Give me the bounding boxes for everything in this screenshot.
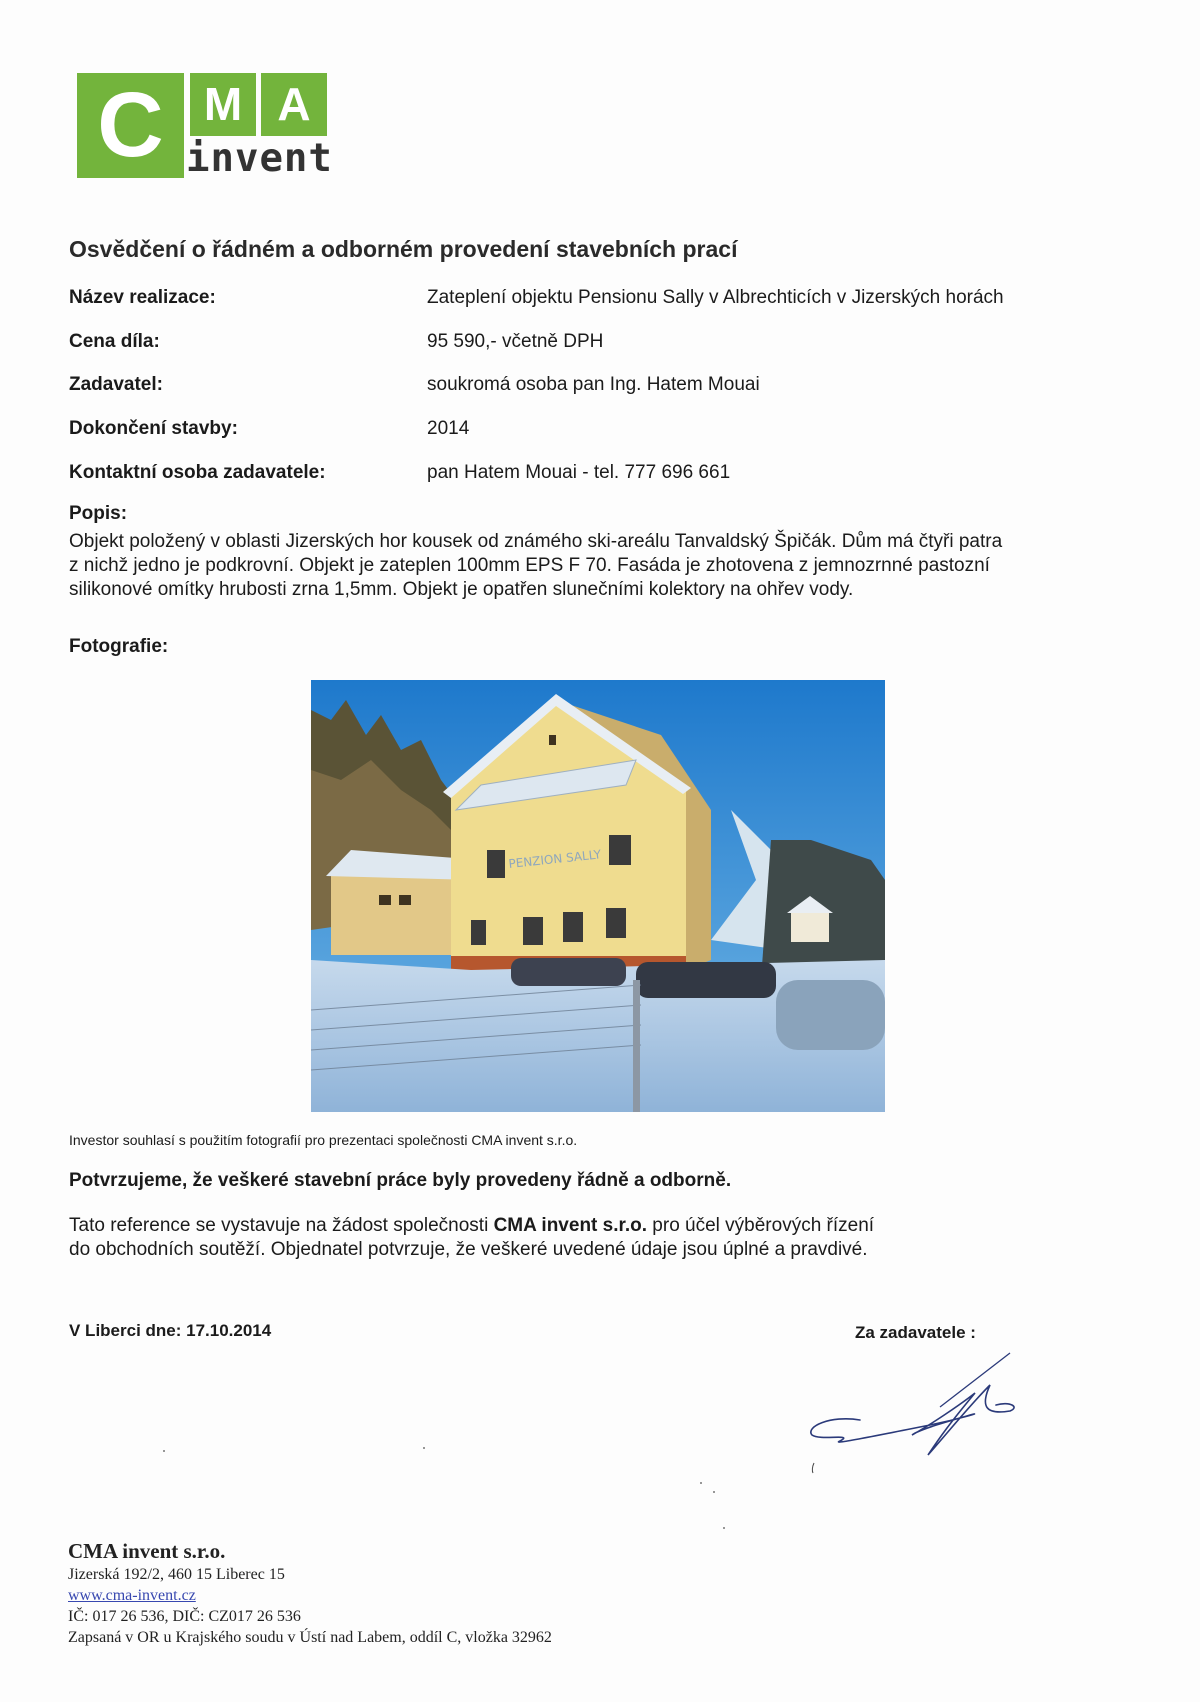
- footer-address: Jizerská 192/2, 460 15 Liberec 15: [68, 1566, 285, 1583]
- company-logo: [77, 73, 333, 181]
- description-line: z nichž jedno je podkrovní. Objekt je zateplen 100mm EPS F 70. Fasáda je zhotovena z jemnozrnné pastozní: [69, 555, 990, 576]
- field-client: [69, 374, 1119, 404]
- document-title: Osvědčení o řádném a odborném provedení stavebních prací: [69, 236, 738, 262]
- scan-speck: [163, 1450, 165, 1452]
- scan-speck: [700, 1482, 702, 1484]
- logo-letter-a: A: [261, 73, 327, 136]
- reference-post: pro účel výběrových řízení: [647, 1215, 875, 1236]
- field-value: 95 590,- včetně DPH: [427, 331, 604, 352]
- confirmation-statement: Potvrzujeme, že veškeré stavební práce byly provedeny řádně a odborně.: [69, 1170, 732, 1191]
- signature: [800, 1345, 1045, 1475]
- scan-speck: [723, 1527, 725, 1529]
- logo-wordmark: invent: [186, 136, 333, 181]
- footer-ids: IČ: 017 26 536, DIČ: CZ017 26 536: [68, 1608, 301, 1625]
- description-text: [69, 530, 1129, 602]
- description-line: silikonové omítky hrubosti zrna 1,5mm. Objekt je opatřen slunečními kolektory na ohřev vody.: [69, 579, 854, 600]
- reference-pre: Tato reference se vystavuje na žádost společnosti: [69, 1215, 494, 1236]
- building-photo: [311, 680, 885, 1112]
- signatory-label: Za zadavatele :: [855, 1323, 976, 1342]
- logo-letter-m: M: [190, 73, 256, 136]
- footer-website-link[interactable]: www.cma-invent.cz: [68, 1587, 196, 1604]
- company-footer: [68, 1538, 552, 1648]
- field-label: Zadavatel:: [69, 374, 163, 395]
- photo-heading: Fotografie:: [69, 636, 169, 657]
- field-label: Kontaktní osoba zadavatele:: [69, 462, 326, 483]
- field-label: Cena díla:: [69, 331, 160, 352]
- field-label: Název realizace:: [69, 287, 216, 308]
- photo-consent: Investor souhlasí s použitím fotografií pro prezentaci společnosti CMA invent s.r.o.: [69, 1132, 578, 1148]
- field-price: [69, 331, 1119, 361]
- issue-date: V Liberci dne: 17.10.2014: [69, 1321, 272, 1340]
- field-value: soukromá osoba pan Ing. Hatem Mouai: [427, 374, 760, 395]
- reference-paragraph: [69, 1214, 989, 1262]
- footer-company: CMA invent s.r.o.: [68, 1539, 226, 1563]
- scan-speck: [713, 1491, 715, 1493]
- description-heading: Popis:: [69, 503, 128, 524]
- field-completion: [69, 418, 1119, 448]
- footer-register: Zapsaná v OR u Krajského soudu v Ústí nad Labem, oddíl C, vložka 32962: [68, 1629, 552, 1646]
- reference-company: CMA invent s.r.o.: [493, 1215, 648, 1236]
- field-project-name: [69, 287, 1119, 317]
- field-value: pan Hatem Mouai - tel. 777 696 661: [427, 462, 731, 483]
- field-value: Zateplení objektu Pensionu Sally v Albrechticích v Jizerských horách: [427, 287, 1004, 308]
- reference-line-2: do obchodních soutěží. Objednatel potvrzuje, že veškeré uvedené údaje jsou úplné a pravdivé.: [69, 1239, 868, 1260]
- reference-line-1: [69, 1214, 989, 1238]
- field-label: Dokončení stavby:: [69, 418, 238, 439]
- scan-speck: [423, 1447, 425, 1449]
- field-value: 2014: [427, 418, 470, 439]
- building-sign: PENZION SALLY: [507, 847, 602, 871]
- logo-letter-c: C: [77, 73, 184, 178]
- description-line: Objekt položený v oblasti Jizerských hor kousek od známého ski-areálu Tanvaldský Špičák. Dům má čtyři patra: [69, 531, 1003, 552]
- field-contact: [69, 462, 1119, 492]
